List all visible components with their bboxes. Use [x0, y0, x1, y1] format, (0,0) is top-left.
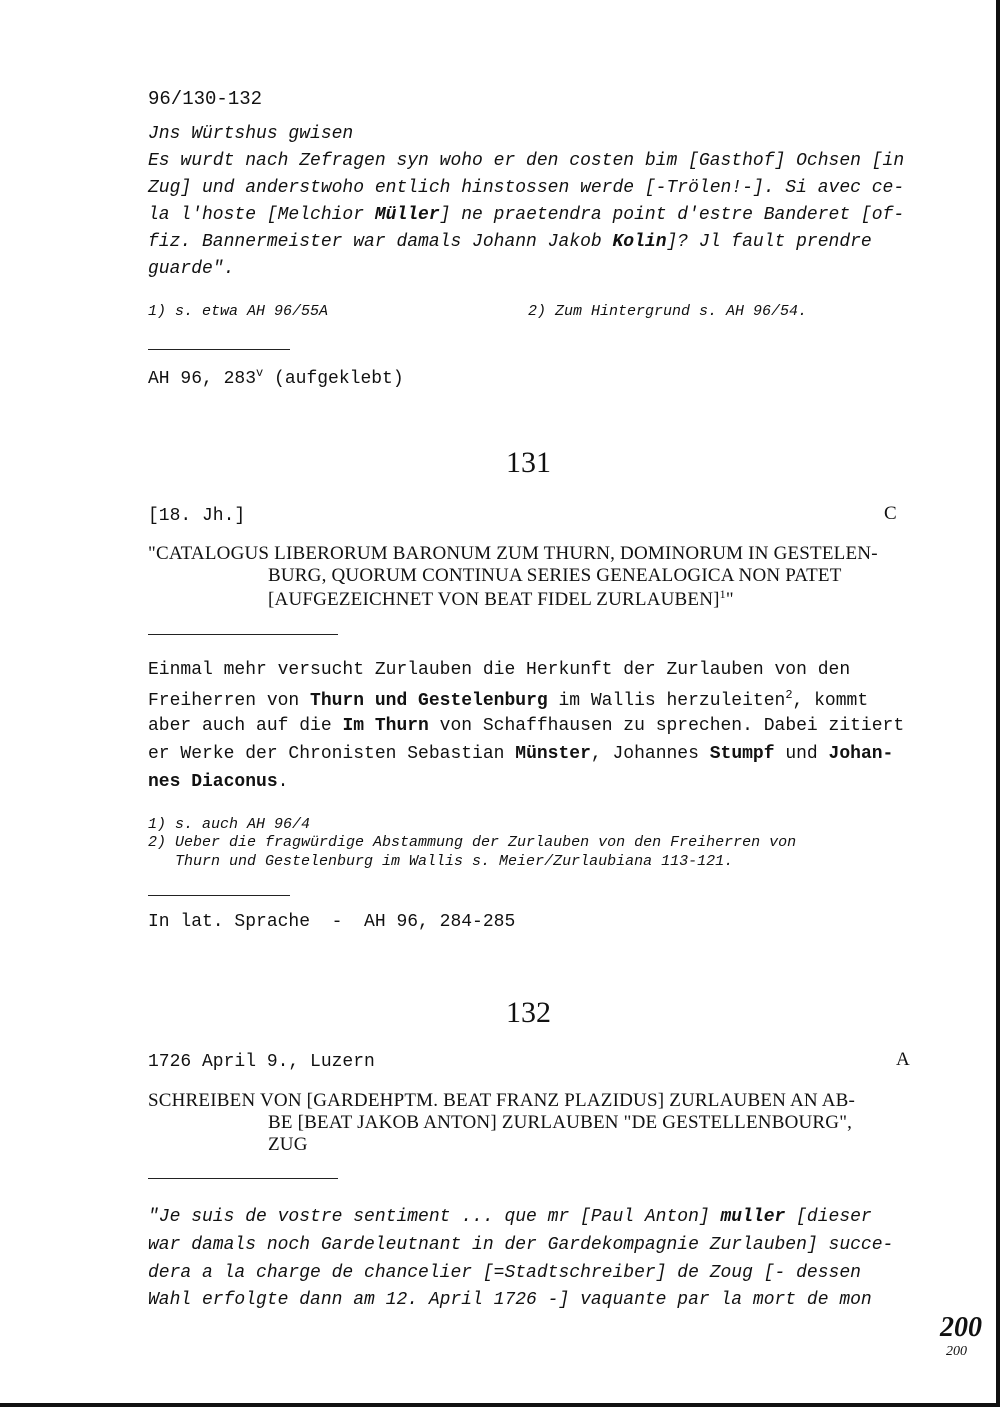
page-reference: 96/130-132: [148, 88, 263, 110]
footnote-2-continued: Thurn und Gestelenburg im Wallis s. Meier/Zurlaubiana 113-121.: [148, 853, 734, 870]
title-line: BE [BEAT JAKOB ANTON] ZURLAUBEN "DE GESTELLENBOURG",: [268, 1112, 853, 1133]
text-line: dera a la charge de chancelier [=Stadtschreiber] de Zoug [- dessen: [148, 1263, 861, 1283]
text-line: Jns Würtshus gwisen: [148, 124, 354, 144]
entry-number: 131: [506, 446, 551, 479]
entry-grade: A: [896, 1049, 910, 1070]
text-line: Freiherren von Thurn und Gestelenburg im Wallis herzuleiten$^2$, kommt: [148, 688, 869, 711]
title-line: BURG, QUORUM CONTINUA SERIES GENEALOGICA NON PATET: [268, 565, 842, 586]
entry-grade: C: [884, 503, 897, 524]
footnote-1: 1) s. auch AH 96/4: [148, 816, 311, 833]
title-line: SCHREIBEN VON [GARDEHPTM. BEAT FRANZ PLAZIDUS] ZURLAUBEN AN AB-: [148, 1090, 856, 1111]
separator-rule: [148, 634, 338, 635]
separator-rule: [148, 895, 290, 896]
text-line: Einmal mehr versucht Zurlauben die Herkunft der Zurlauben von den: [148, 660, 851, 680]
entry-number: 132: [506, 996, 551, 1029]
source-reference: In lat. Sprache - AH 96, 284-285: [148, 912, 516, 932]
handwritten-page-number-small: 200: [946, 1344, 967, 1359]
text-line: er Werke der Chronisten Sebastian Münster, Johannes Stumpf und Johan-: [148, 744, 894, 764]
person-name: Kolin: [612, 232, 667, 252]
footnote-2: 2) Zum Hintergrund s. AH 96/54.: [528, 303, 808, 320]
text-line: Zug] und anderstwoho entlich hinstossen werde [-Trölen!-]. Si avec ce-: [148, 178, 905, 198]
text-line: "Je suis de vostre sentiment ... que mr [Paul Anton] muller [dieser: [148, 1207, 872, 1227]
text-line: Wahl erfolgte dann am 12. April 1726 -] vaquante par la mort de mon: [148, 1290, 872, 1310]
footnote-2: 2) Ueber die fragwürdige Abstammung der Zurlauben von den Freiherren von: [148, 834, 797, 851]
separator-rule: [148, 1178, 338, 1179]
text-line: la l'hoste [Melchior Müller] ne praetendra point d'estre Banderet [of-: [148, 205, 905, 225]
separator-rule: [148, 349, 290, 350]
text-line: Es wurdt nach Zefragen syn woho er den costen bim [Gasthof] Ochsen [in: [148, 151, 905, 171]
handwritten-page-number: 200: [940, 1312, 982, 1343]
footnote-1: 1) s. etwa AH 96/55A: [148, 303, 329, 320]
source-reference: AH 96, 283$^v$ (aufgeklebt): [148, 366, 404, 389]
title-line: [AUFGEZEICHNET VON BEAT FIDEL ZURLAUBEN]$^1$": [268, 587, 734, 610]
entry-date: 1726 April 9., Luzern: [148, 1052, 375, 1072]
entry-date: [18. Jh.]: [148, 506, 246, 526]
text-line: war damals noch Gardeleutnant in der Gardekompagnie Zurlauben] succe-: [148, 1235, 894, 1255]
text-line: guarde".: [148, 259, 235, 279]
text-line: fiz. Bannermeister war damals Johann Jakob Kolin]? Jl fault prendre: [148, 232, 872, 252]
text-line: nes Diaconus.: [148, 772, 289, 792]
title-line: ZUG: [268, 1134, 308, 1155]
title-line: "CATALOGUS LIBERORUM BARONUM ZUM THURN, DOMINORUM IN GESTELEN-: [148, 543, 878, 564]
person-name: Müller: [374, 205, 440, 225]
text-line: aber auch auf die Im Thurn von Schaffhausen zu sprechen. Dabei zitiert: [148, 716, 905, 736]
